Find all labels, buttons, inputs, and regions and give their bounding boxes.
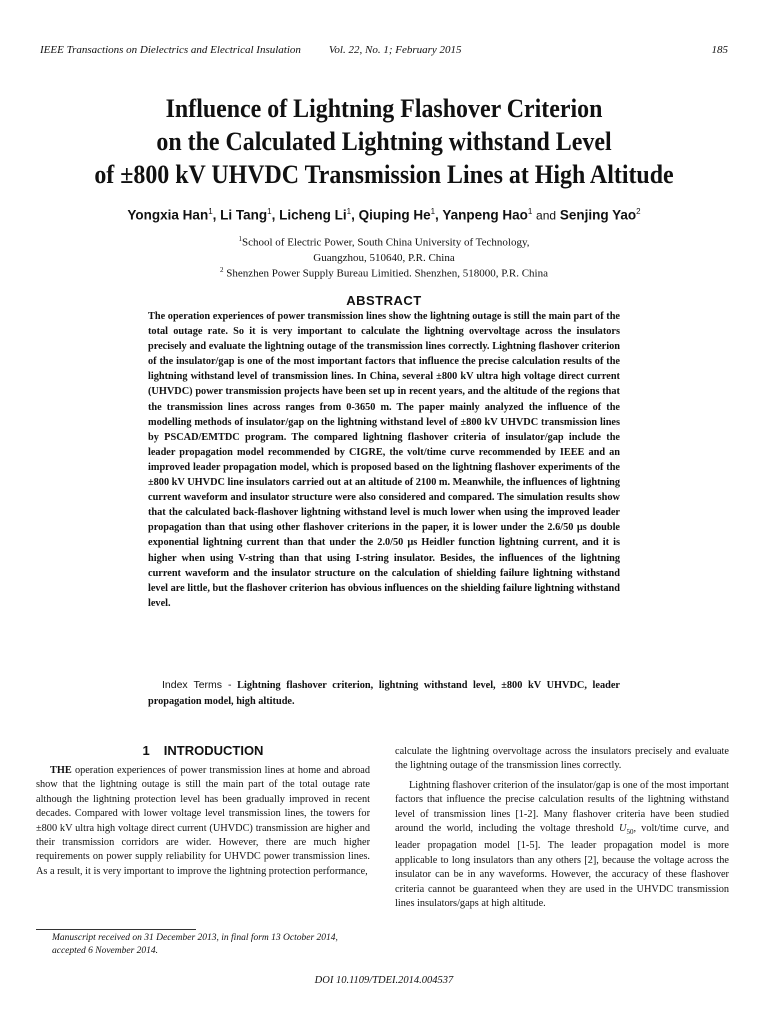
right-column xyxy=(395,745,729,912)
doi: DOI 10.1109/TDEI.2014.004537 xyxy=(314,975,454,986)
title-line-2: on the Calculated Lightning withstand Level xyxy=(156,127,612,156)
author-name: Qiuping He xyxy=(358,207,431,223)
affiliation-text: School of Electric Power, South China University of Technology, xyxy=(242,236,530,249)
affiliation-text: Shenzhen Power Supply Bureau Limitied. Shenzhen, 518000, P.R. China xyxy=(226,267,548,280)
intro-paragraph-2 xyxy=(395,779,729,912)
section-number: 1 xyxy=(142,743,150,758)
paper-title xyxy=(68,92,701,191)
author-affiliation-mark: 1 xyxy=(527,207,533,216)
volume-info: Vol. 22, No. 1; February 2015 xyxy=(328,44,462,56)
author-name: Li Tang xyxy=(220,207,268,223)
affiliation-2 xyxy=(40,263,728,282)
footnote-divider xyxy=(36,929,196,930)
section-title: INTRODUCTION xyxy=(163,743,264,758)
author-name: Licheng Li xyxy=(279,207,347,223)
abstract-heading: ABSTRACT xyxy=(346,293,422,308)
left-column xyxy=(36,743,370,879)
author-list: Yongxia Han$^1$, Li Tang$^1$, Licheng Li$^1$, Qiuping He$^1$, Yanpeng Hao$^1$ and Senjing Yao$^2$ xyxy=(127,207,641,223)
index-terms-label: Index Terms - xyxy=(162,679,232,691)
manuscript-footnote: Manuscript received on 31 December 2013, in final form 13 October 2014, accepted 6 November 2014. xyxy=(52,933,338,956)
affiliation-text: Guangzhou, 510640, P.R. China xyxy=(313,251,455,264)
title-line-1: Influence of Lightning Flashover Criterion xyxy=(165,94,603,123)
affiliation-1 xyxy=(40,232,728,266)
lead-word: THE xyxy=(50,765,72,776)
index-terms-list: Lightning flashover criterion, lightning withstand level, ±800 kV UHVDC, leader propagation model, high altitude. xyxy=(148,680,620,707)
author-name: Yongxia Han xyxy=(127,207,209,223)
author-affiliation-mark: 2 xyxy=(636,207,641,216)
author-affiliation-mark: 1 xyxy=(208,207,213,216)
paragraph-text: Lightning flashover criterion of the insulator/gap is one of the most important factors that influence the precise calculation results of the lightning withstand level of transmission lines [1-2]. Many flashover criteria have been studied around the world, including the voltage threshold xyxy=(395,779,729,835)
intro-paragraph-1-continued: calculate the lightning overvoltage across the insulators precisely and evaluate the lightning outage of the transmission lines correctly. xyxy=(395,746,729,772)
author-affiliation-mark: 1 xyxy=(346,207,352,216)
paragraph-text: operation experiences of power transmission lines at home and abroad show that the lightning outage is still the main part of the total outage rate although the lightning protection level has been gradually improved in recent decades. Compared with lower voltage level transmission lines, the towers for ±800 kV ultra high voltage direct current (UHVDC) transmission are higher and their transmission corridors are wider. However, there are much higher requirements on power supply reliability for UHVDC power transmission lines. As a result, it is very important to improve the lightning protection performance, xyxy=(36,765,371,877)
page-number: 185 xyxy=(711,44,728,56)
section-heading xyxy=(36,743,370,758)
abstract-body: The operation experiences of power transmission lines show the lightning outage is still the main part of the total outage rate. So it is very important to calculate the lightning overvoltage across the insulators precisely and evaluate the lightning outage of the transmission lines correctly. Lightning flashover criterion of the insulator/gap is one of the most important factors that influence the precise calculation results of the lightning withstand level of transmission lines. In China, several ±800 kV ultra high voltage direct current (UHVDC) power transmission projects have been set up in recent years, and the altitude of the regions that the transmission lines across ranges from 0-3650 m. The paper mainly analyzed the influence of the modelling methods of insulator/gap on the lightning withstand level of ±800 kV UHVDC transmission lines by PSCAD/EMTDC program. The compared lightning flashover criteria of insulator/gap include the leader propagation model recommended by CIGRE, the volt/time curve recommended by IEEE and an improved leader propagation model, which is proposed based on the lightning flashover experiments of the ±800 kV UHVDC line insulators carried out at an altitude of 2100 m. Meanwhile, the influences of lightning current waveform and insulator structure were also considered and compared. The simulation results show that the calculated back-flashover lightning withstand level is much lower when using the improved leader propagation than that using other flashover criterions in the paper, it is lower under the 2.6/50 µs double exponential lightning current than that under the 2.0/50 µs Heidler function lightning current, and it is higher when using V-string than that using I-string insulator. Besides, the influences of the lightning current waveform and the insulator structure on the calculation of shielding failure lightning withstand level are little, but the flashover criterion has obvious influences on the shielding failure lightning withstand level. xyxy=(148,311,620,609)
journal-name: IEEE Transactions on Dielectrics and Electrical Insulation xyxy=(40,44,301,56)
affiliation-mark: 1 xyxy=(238,235,242,243)
author-affiliation-mark: 1 xyxy=(267,207,272,216)
author-affiliation-mark: 1 xyxy=(430,207,436,216)
index-terms xyxy=(148,677,620,710)
intro-paragraph-1 xyxy=(36,764,370,879)
author-conjunction: and xyxy=(536,208,557,223)
running-header xyxy=(40,44,728,56)
author-name: Senjing Yao xyxy=(559,207,637,223)
paragraph-text: , volt/time curve, and leader propagation model [1-5]. The leader propagation model is more applicable to long insulators than any others [2], because the voltage across the insulator can be in any waveforms. However, the accuracy of these flashover criteria cannot be guaranteed when they are used in the UHVDC transmission lines insulators/gaps at high altitude. xyxy=(395,823,729,910)
title-line-3: of ±800 kV UHVDC Transmission Lines at High Altitude xyxy=(94,160,674,189)
voltage-symbol: U xyxy=(619,823,627,835)
voltage-subscript: 50 xyxy=(626,828,634,837)
affiliation-mark: 2 xyxy=(220,266,224,274)
author-name: Yanpeng Hao xyxy=(442,207,528,223)
